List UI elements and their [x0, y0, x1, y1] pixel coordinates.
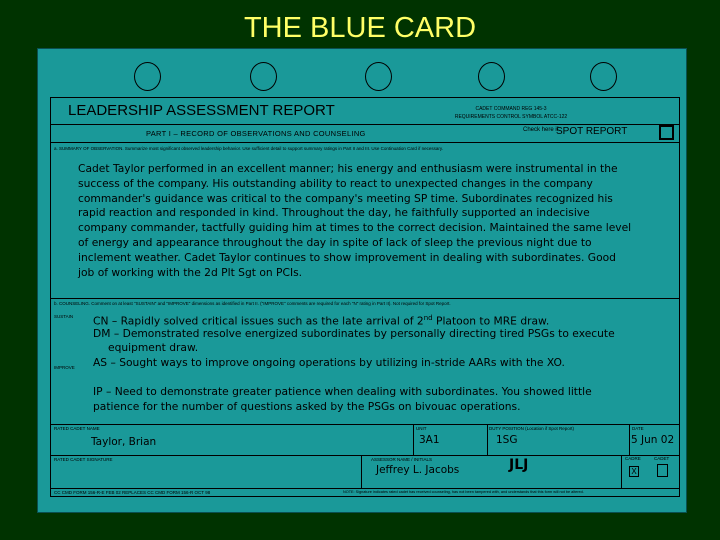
cn-text: CN – Rapidly solved critical issues such as the late arrival of 2	[93, 314, 424, 328]
divider	[51, 142, 679, 143]
summary-instructions: a. SUMMARY OF OBSERVATION. Summarize most significant observed leadership behavior. Use sufficient detail to support summary ratings in Part II and III. Use Continuation Card if necessary.	[54, 146, 444, 151]
duty-position-label: DUTY POSITION (Location if Spot Report)	[489, 426, 574, 431]
divider	[51, 455, 679, 456]
spot-report-checkbox[interactable]	[659, 125, 674, 140]
requirements-control-line: REQUIREMENTS CONTROL SYMBOL ATCC-122	[454, 114, 568, 120]
punch-hole	[134, 62, 161, 91]
cadet-label: CADET	[654, 456, 670, 461]
summary-line: Cadet Taylor performed in an excellent manner; his energy and enthusiasm were instrumental in the	[78, 162, 618, 175]
spot-report-label: Check here if	[523, 127, 559, 133]
date-label: DATE	[632, 426, 644, 431]
assessment-form	[50, 97, 680, 497]
date-value: 5 Jun 02	[631, 434, 675, 446]
punch-hole	[590, 62, 617, 91]
assessor-initials: JLJ	[509, 457, 529, 473]
summary-line: company commander, tactfully guiding him at times to the correct decision. Maintained the same level	[78, 221, 632, 235]
assessor-name: Jeffrey L. Jacobs	[376, 464, 460, 476]
unit-label: UNIT	[416, 426, 427, 431]
spot-report-text: SPOT REPORT	[556, 126, 628, 137]
sustain-label: SUSTAIN	[54, 314, 74, 319]
summary-line: of energy and appearance throughout the day in spite of lack of sleep the previous night due to	[78, 235, 592, 249]
improve-comment-ip-cont: patience for the number of questions asked by the PSGs on bivouac operations.	[93, 400, 521, 413]
part1-heading: PART I – RECORD OF OBSERVATIONS AND COUNSELING	[146, 129, 366, 138]
summary-line: inclement weather. Cadet Taylor continues to show improvement in dealing with subordinates. Good	[78, 250, 616, 264]
divider	[51, 124, 679, 125]
cadre-checkbox[interactable]: X	[629, 466, 639, 477]
field-divider	[361, 455, 362, 488]
field-divider	[413, 424, 414, 455]
punch-hole	[250, 62, 277, 91]
divider	[51, 488, 679, 489]
regulation-reference	[431, 105, 591, 121]
cadet-checkbox[interactable]	[657, 464, 668, 477]
sustain-comment-as: AS – Sought ways to improve ongoing operations by utilizing in-stride AARs with the XO.	[93, 356, 565, 369]
cadre-label: CADRE	[625, 456, 641, 461]
unit-value: 3A1	[419, 434, 440, 446]
punch-hole	[365, 62, 392, 91]
divider	[51, 424, 679, 425]
cn-text-tail: Platoon to MRE draw.	[432, 314, 550, 328]
improve-comment-ip: IP – Need to demonstrate greater patience when dealing with subordinates. You showed little	[93, 385, 592, 398]
sustain-comment-cn	[93, 311, 549, 329]
field-divider	[621, 455, 622, 488]
punch-hole	[478, 62, 505, 91]
summary-line: job of working with the 2d Plt Sgt on PCIs.	[78, 265, 303, 279]
field-divider	[629, 424, 630, 455]
summary-line: rapid reaction and responded in kind. Throughout the day, he faithfully supported an indecisive	[78, 206, 590, 220]
counseling-instructions: b. COUNSELING. Comment on at least "SUSTAIN" and "IMPROVE" dimensions as identified in Part II. ("IMPROVE" comments are required for each "N" rating in Part II). Not required for Spot Report.	[54, 301, 451, 306]
assessor-label: ASSESSOR NAME / INITIALS	[371, 457, 433, 462]
summary-line: success of the company. His outstanding ability to react to unexpected changes in the company	[78, 176, 593, 190]
signature-label: RATED CADET SIGNATURE	[54, 457, 113, 462]
form-number-footer: CC CMD FORM 156-R-E FEB 02 REPLACES CC CMD FORM 156-R OCT 98	[54, 490, 211, 495]
sustain-comment-dm-cont: equipment draw.	[108, 341, 199, 354]
field-divider	[487, 424, 488, 455]
regulation-line: CADET COMMAND REG 145-3	[475, 106, 547, 112]
divider	[51, 298, 679, 299]
rated-name-value: Taylor, Brian	[91, 436, 157, 448]
duty-position-value: 1SG	[496, 434, 518, 446]
blue-card	[37, 48, 687, 513]
signature-note: NOTE: Signature indicates rated cadet has received counseling, has not been tampered with, and understands that this form will not be altered.	[343, 490, 584, 494]
rated-name-label: RATED CADET NAME	[54, 426, 100, 431]
ordinal-suffix: nd	[423, 314, 433, 322]
slide-title: THE BLUE CARD	[243, 12, 477, 44]
sustain-comment-dm: DM – Demonstrated resolve energized subordinates by personally directing tired PSGs to execute	[93, 327, 615, 340]
report-title: LEADERSHIP ASSESSMENT REPORT	[68, 102, 335, 119]
summary-of-observation	[78, 162, 648, 280]
improve-label: IMPROVE	[54, 365, 75, 370]
summary-line: commander's guidance was critical to the company's meeting SP time. Subordinates recognized his	[78, 191, 613, 205]
